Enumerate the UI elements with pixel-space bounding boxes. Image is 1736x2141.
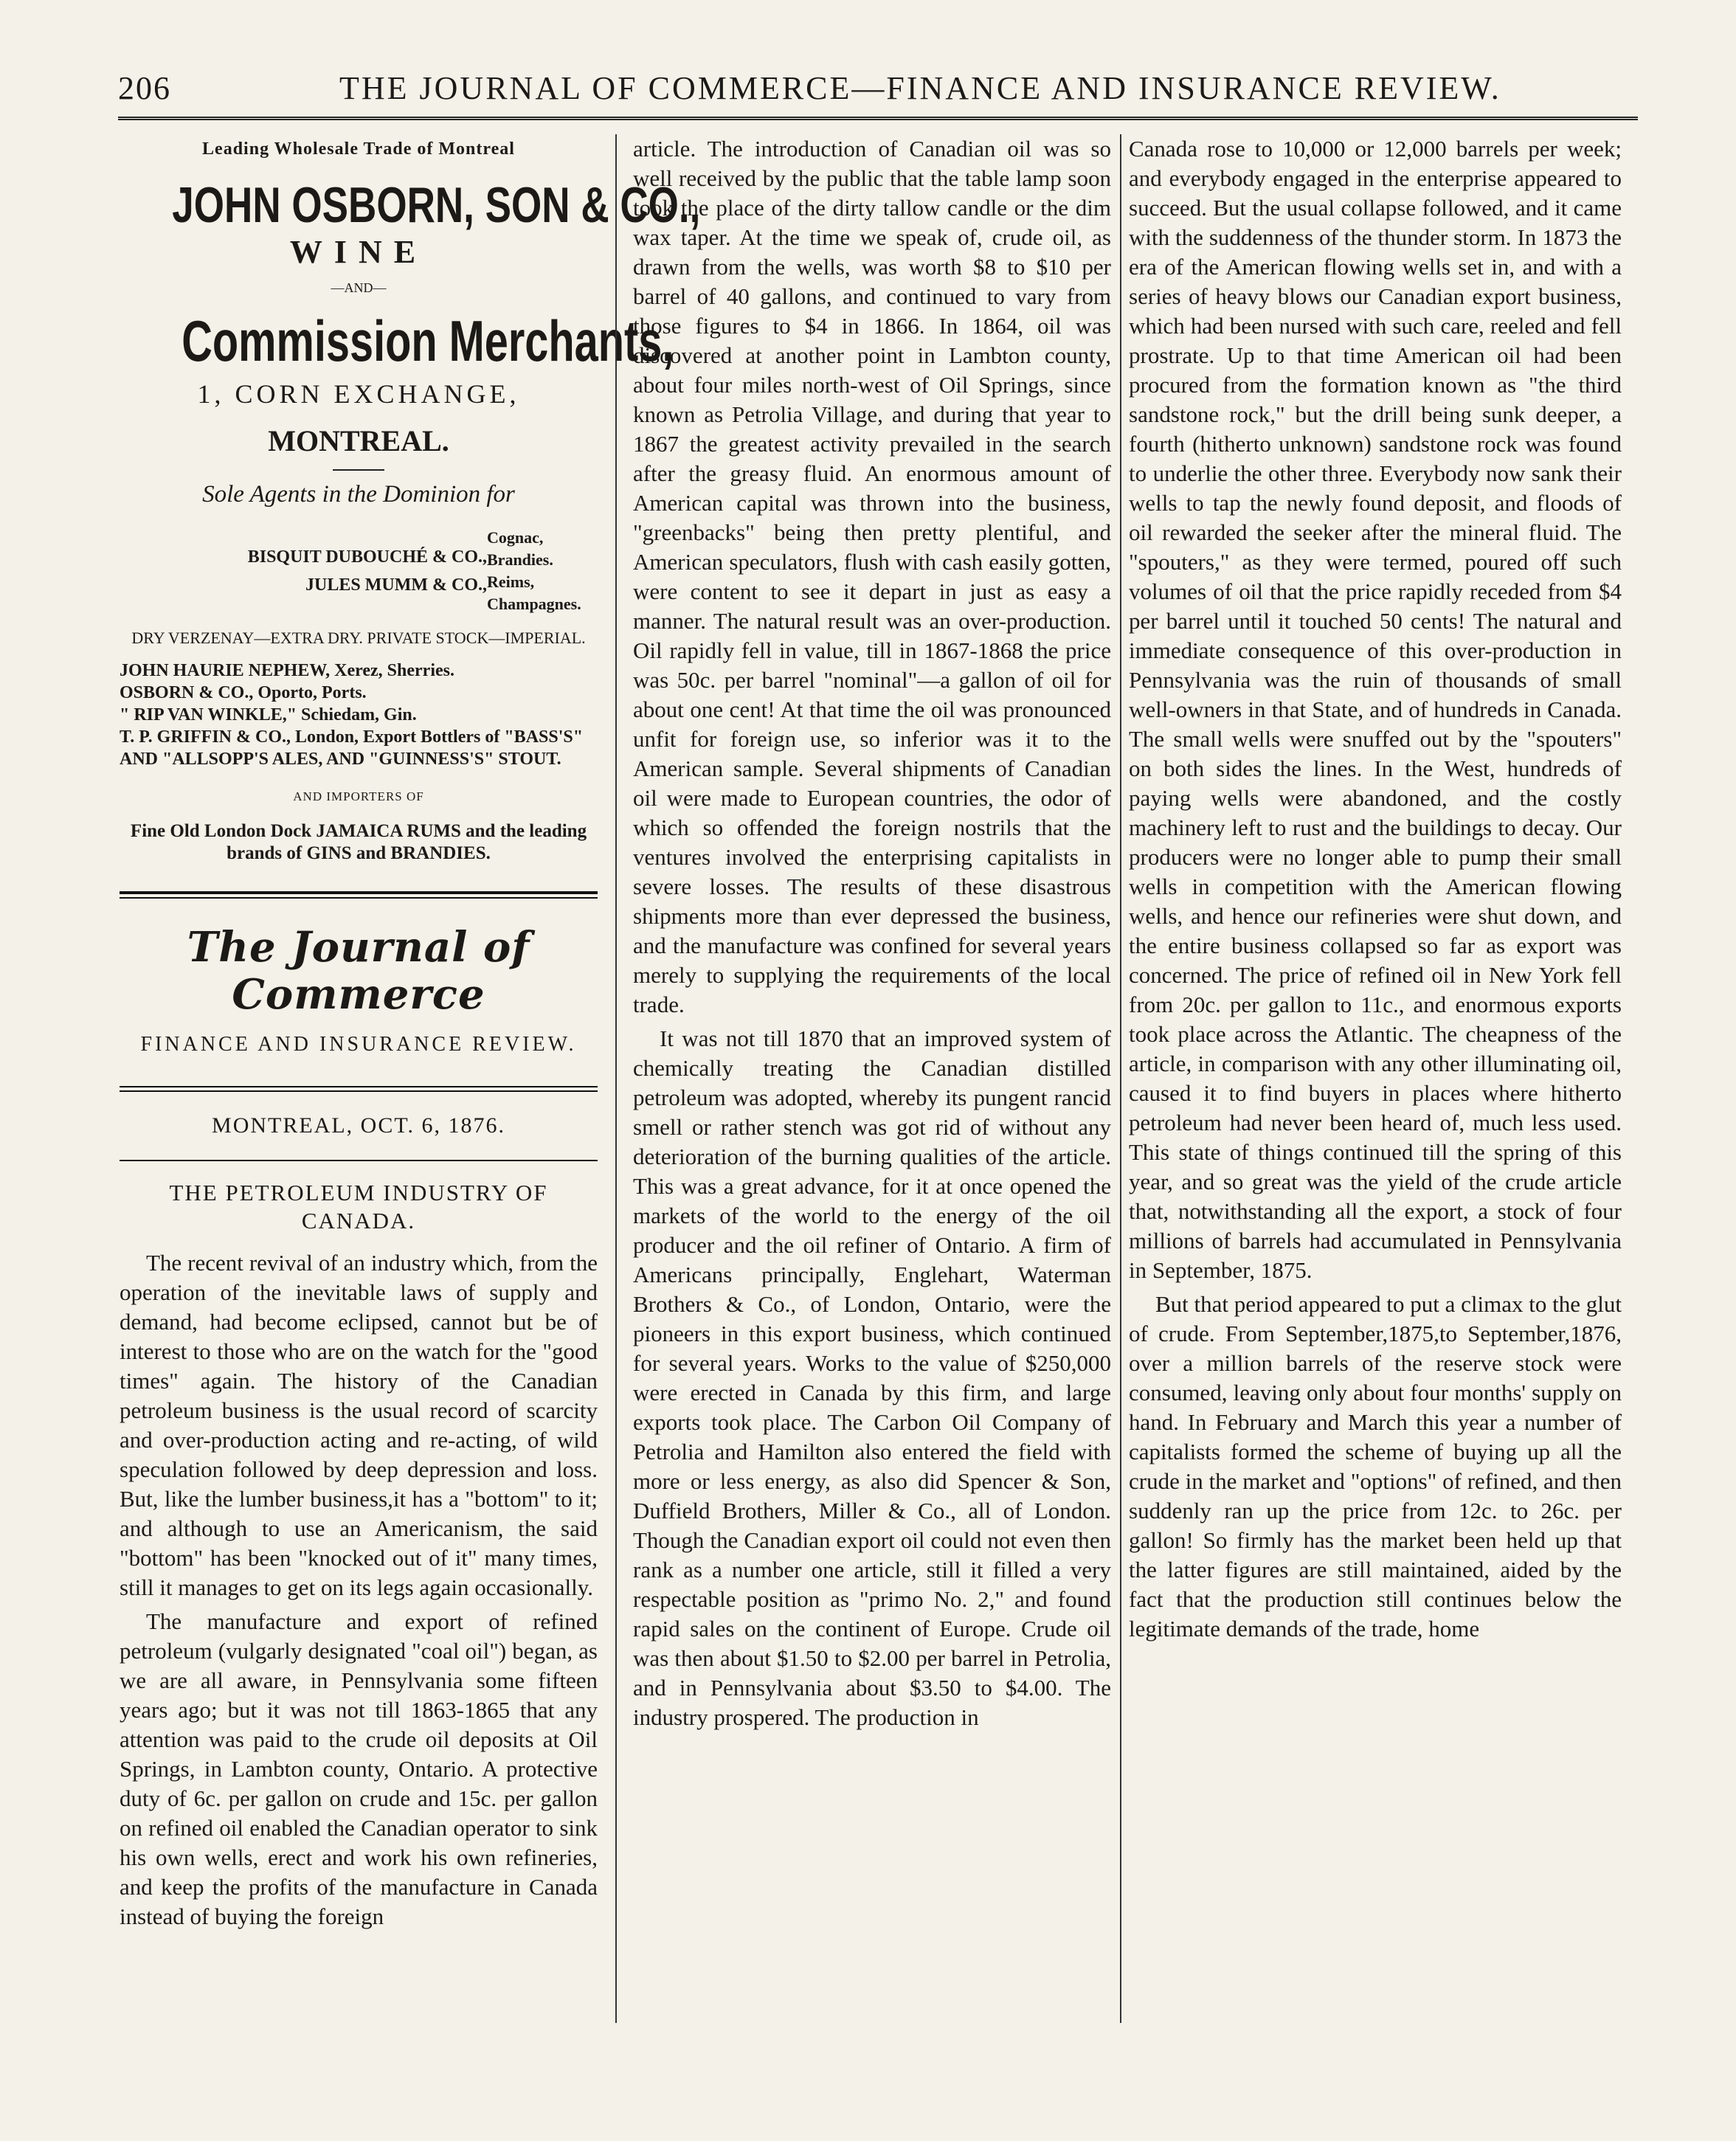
agency-item: T. P. GRIFFIN & CO., London, Export Bottlers of "BASS'S" AND "ALLSOPP'S ALES, AND "GUINNESS'S" STOUT. [120,727,584,769]
ad-rums: Fine Old London Dock JAMAICA RUMS and the leading brands of GINS and BRANDIES. [130,821,587,863]
page-header [118,62,1638,106]
column-2 [633,134,1111,2023]
agency-item: JOHN HAURIE NEPHEW, Xerez, Sherries. [120,661,454,680]
ad-wine-heading: WINE [289,234,428,270]
agency-item: OSBORN & CO., Oporto, Ports. [120,683,367,702]
masthead-rule [120,1086,598,1087]
advertisement [120,134,701,865]
ad-short-rule [333,469,384,471]
article-paragraph: It was not till 1870 that an improved system of chemically treating the Canadian distilled petroleum was adopted, whereby its pungent rancid smell or rather stench was got rid of without any deterioration of the burning qualities of the article. This was a great advance, for it at once opened the markets of the world to the energy of the oil producer and the oil refiner of Ontario. A firm of Americans principally, Englehart, Waterman Brothers & Co., of London, Ontario, were the pioneers in this export business, which continued for several years. Works to the value of $250,000 were erected in Canada by this firm, and large exports took place. The Carbon Oil Company of Petrolia and Hamilton also entered the field with more or less energy, as also did Spencer & Son, Duffield Brothers, Miller & Co., all of London. Though the Canadian export oil could not even then rank as a number one article, still it filled a very respectable position as "primo No. 2," and found rapid sales on the continent of Europe. Crude oil was then about $1.50 to $2.00 per barrel in Petrolia, and in Pennsylvania about $3.50 to $4.00. The industry prospered. The production in [633,1025,1111,1730]
ad-importers: AND IMPORTERS OF [293,789,424,803]
page-number: 206 [118,70,171,106]
column-divider [615,134,617,2023]
ad-sole-agents: Sole Agents in the Dominion for [202,481,515,508]
article-paragraph: Canada rose to 10,000 or 12,000 barrels per week; and everybody engaged in the enterprise appeared to succeed. But the usual collapse followed, and it came with the suddenness of the thunder storm. In 1873 the era of the American flowing wells set in, and with a series of heavy blows our Canadian export business, which had been nursed with such care, reeled and fell prostrate. Up to that time American oil had been procured from the formation known as "the third sandstone rock," but the drill being sunk deeper, a fourth (hitherto unknown) sandstone rock was found to underlie the other three. Everybody now sank their wells to tap the newly found deposit, and floods of oil rewarded the seeker after the mineral fluid. The "spouters," as they were termed, poured off such volumes of oil that the price rapidly receded from $4 per barrel until it touched 50 cents! The natural and immediate consequence of this over-production in Pennsylvania was the ruin of thousands of small well-owners in that State, and of hundreds in Canada. The small wells were snuffed out by the "spouters" on both sides the lines. In the West, hundreds of paying wells were abandoned, and the costly machinery left to rust and the buildings to decay. Our producers were no longer able to pump their small wells in competition with the American flowing wells, and hence our refineries were shut down, and the entire business collapsed so far as export was concerned. The price of refined oil in New York fell from 20c. per gallon to 11c., and enormous exports took place across the Atlantic. The cheapness of the article, in comparison with any other illuminating oil, caused it to find buyers in places where hitherto petroleum had never been heard of, much less used. This state of things continued till the spring of this year, and so great was the yield of the crude article that, notwithstanding all the export, a stock of four millions of barrels had accumulated in Pennsylvania in September, 1875. [1129,136,1622,1283]
agent-products [487,527,598,615]
ad-mumm-note: DRY VERZENAY—EXTRA DRY. PRIVATE STOCK—IMPERIAL. [131,629,586,647]
ad-city: MONTREAL. [268,424,449,457]
ad-and: —AND— [331,280,387,295]
ad-commission-heading: Commission Merchants, [181,308,674,373]
section-rule [120,891,598,899]
agent-names [120,543,487,599]
column-1 [120,134,701,2023]
article-paragraph: The recent revival of an industry which, from the operation of the inevitable laws of supply and demand, had become eclipsed, cannot but be of interest to those who are on the watch for the "good times" again. The history of the Canadian petroleum business is the usual record of scarcity and over-production acting and re-acting, of wild speculation followed by deep depression and loss. But, like the lumber business,it has a "bottom" to it; and although to use an Americanism, the said "bottom" has been "knocked out of it" many times, still it manages to get on its legs again occasionally. [120,1250,598,1600]
dateline-rule [120,1160,598,1161]
header-rule [118,117,1638,120]
dateline: MONTREAL, OCT. 6, 1876. [212,1113,505,1138]
agent-product: Reims, Champagnes. [487,573,581,613]
ad-kicker: Leading Wholesale Trade of Montreal [202,139,515,159]
article-title: THE PETROLEUM INDUSTRY OF CANADA. [169,1180,548,1234]
column-3 [1129,134,1622,2023]
article-paragraph: article. The introduction of Canadian oil was so well received by the public that the table lamp soon took the place of the dirty tallow candle or the dim wax taper. At the time we speak of, crude oil, as drawn from the wells, was worth $8 to $10 per barrel of 40 gallons, and continued to vary from those figures to $4 in 1866. In 1864, oil was discovered at another point in Lambton county, about four miles north-west of Oil Springs, since known as Petrolia Village, and during that year to 1867 the greatest activity prevailed in the search after the greasy fluid. An enormous amount of American capital was thrown into the business, "greenbacks" being then pretty plentiful, and American speculators, flush with cash easily gotten, were content to see it depart in just as easy a manner. The natural result was an over-production. Oil rapidly fell in value, till in 1867-1868 the price was 50c. per barrel "nominal"—a gallon of oil for about one cent! At that time the oil was pronounced unfit for foreign use, so inferior was it to the American sample. Several shipments of Canadian oil were made to European countries, the odor of which so offended the foreign nostrils that the ventures involved the enterprising capitalists in severe losses. The results of these disastrous shipments more than ever depressed the business, and the manufacture was confined for several years merely to supplying the requirements of the local trade. [633,136,1111,1017]
ad-address: 1, CORN EXCHANGE, [197,379,520,409]
agency-item: " RIP VAN WINKLE," Schiedam, Gin. [120,705,417,724]
ad-firm-name: JOHN OSBORN, SON & CO., [172,177,701,233]
ad-agency-list [120,660,598,770]
agent-row [120,527,598,615]
agent-name: JULES MUMM & CO., [305,575,487,595]
article-paragraph: But that period appeared to put a climax to the glut of crude. From September,1875,to September,1876, over a million barrels of the reserve stock were consumed, leaving only about four months' supply on hand. In February and March this year a number of capitalists formed the scheme of buying up all the crude in the market and "options" of refined, and then suddenly ran up the price from 12c. to 26c. per gallon! So firmly has the market been held up that the latter figures are still maintained, aided by the fact that the production still continues below the legitimate demands of the trade, home [1129,1291,1622,1642]
agent-product: Cognac, Brandies. [487,528,553,569]
column-divider [1120,134,1121,2023]
masthead-rule [120,1090,598,1092]
agent-name: BISQUIT DUBOUCHÉ & CO., [247,547,487,567]
masthead-subtitle: FINANCE AND INSURANCE REVIEW. [140,1033,577,1056]
journal-running-title: THE JOURNAL OF COMMERCE—FINANCE AND INSURANCE REVIEW. [339,70,1501,106]
masthead-title: The Journal of Commerce [187,923,530,1019]
article-paragraph: The manufacture and export of refined petroleum (vulgarly designated "coal oil") began, as we are all aware, in Pennsylvania some fifteen years ago; but it was not till 1863-1865 that any attention was paid to the crude oil deposits at Oil Springs, in Lambton county, Ontario. A protective duty of 6c. per gallon on crude and 15c. per gallon on refined oil enabled the Canadian operator to sink his own wells, erect and work his own refineries, and keep the profits of the manufacture in Canada instead of buying the foreign [120,1608,598,1929]
